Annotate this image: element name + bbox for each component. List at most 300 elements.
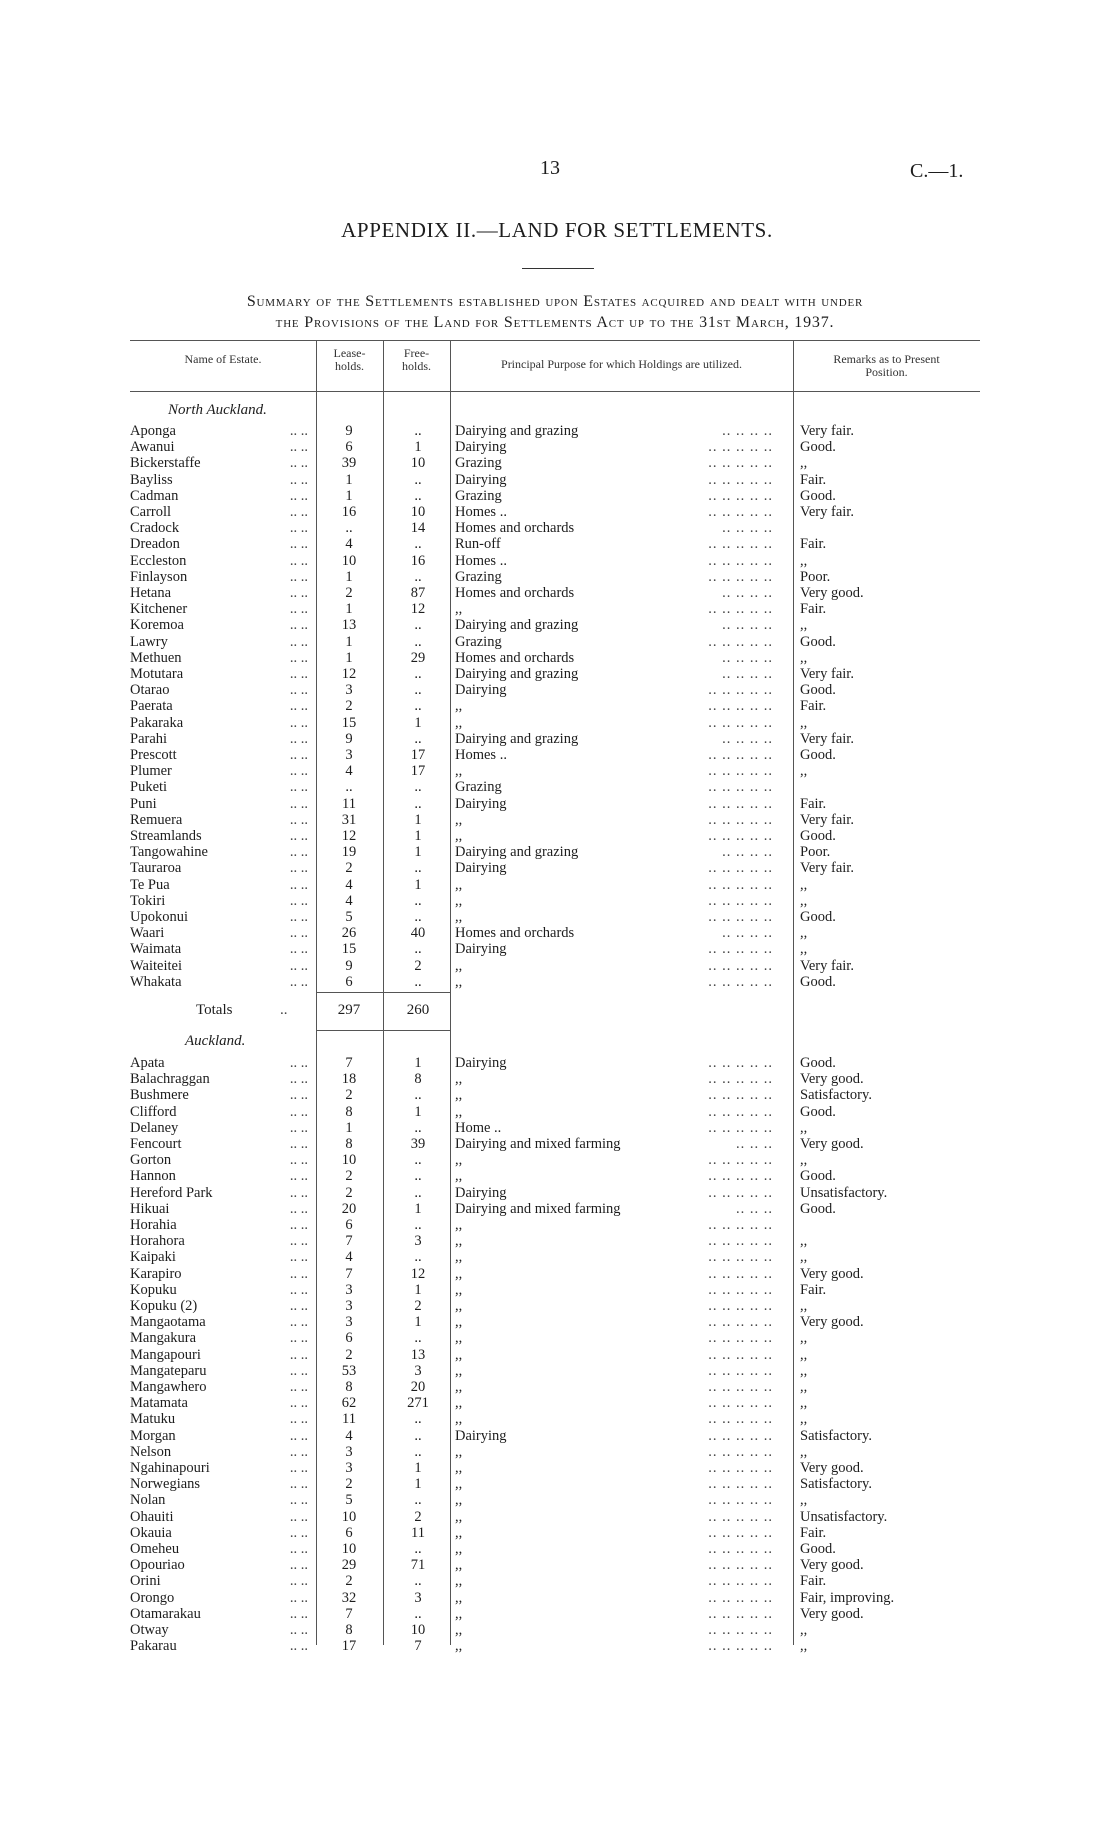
leaseholds-cell: 2 bbox=[345, 585, 353, 601]
estate-name-cell: Methuen bbox=[130, 649, 182, 666]
leaseholds-cell: 6 bbox=[345, 1330, 353, 1347]
purpose-cell: ,, bbox=[455, 1346, 463, 1363]
leader-dots: .. .. bbox=[289, 1524, 308, 1541]
leader-dots: .. .. bbox=[289, 747, 308, 763]
leader-dots: .. .. bbox=[289, 698, 308, 715]
estate-name-cell: Waimata bbox=[130, 941, 182, 958]
leader-dots: .. .. .. .. .. bbox=[708, 714, 773, 731]
freeholds-cell: .. bbox=[414, 1605, 422, 1622]
leader-dots: .. .. .. .. .. bbox=[708, 1330, 773, 1347]
remarks-cell: ,, bbox=[800, 763, 808, 780]
remarks-cell: Very fair. bbox=[800, 423, 854, 439]
freeholds-cell: 29 bbox=[410, 649, 426, 666]
purpose-cell: ,, bbox=[455, 1168, 463, 1185]
leader-dots: .. .. .. .. .. bbox=[708, 876, 773, 893]
freeholds-cell: 10 bbox=[410, 455, 426, 472]
table-row bbox=[0, 1444, 1114, 1460]
estate-name-cell: Waari bbox=[130, 925, 165, 942]
table-row bbox=[0, 1104, 1114, 1120]
estate-name-cell: Hikuai bbox=[130, 1200, 170, 1217]
table-row bbox=[0, 1460, 1114, 1476]
estate-name-cell: Waiteitei bbox=[130, 957, 182, 974]
table-row bbox=[0, 1363, 1114, 1379]
purpose-cell: Homes and orchards bbox=[455, 520, 575, 537]
leader-dots: .. .. bbox=[289, 844, 308, 861]
leader-dots: .. .. bbox=[289, 860, 308, 877]
remarks-cell: ,, bbox=[800, 1638, 808, 1655]
group-heading-north-auckland: North Auckland. bbox=[168, 402, 267, 418]
estate-name-cell: Norwegians bbox=[130, 1476, 201, 1493]
estate-name-cell: Otway bbox=[130, 1622, 169, 1638]
freeholds-cell: .. bbox=[414, 730, 422, 747]
freeholds-cell: 8 bbox=[414, 1071, 422, 1088]
estate-name-cell: Morgan bbox=[130, 1427, 176, 1444]
table-row bbox=[0, 1055, 1114, 1071]
leaseholds-cell: 10 bbox=[341, 1508, 357, 1525]
remarks-cell: Very fair. bbox=[800, 666, 854, 682]
freeholds-cell: .. bbox=[414, 909, 422, 925]
estate-name-cell: Pakarau bbox=[130, 1638, 177, 1655]
purpose-cell: ,, bbox=[455, 1492, 463, 1509]
leader-dots: .. .. bbox=[289, 568, 308, 585]
remarks-cell: ,, bbox=[800, 1411, 808, 1428]
estate-name-cell: Puketi bbox=[130, 779, 168, 796]
table-row bbox=[0, 698, 1114, 714]
leader-dots: .. .. bbox=[289, 1281, 308, 1298]
leader-dots: .. .. .. .. .. bbox=[708, 1346, 773, 1363]
leader-dots: .. .. bbox=[289, 1265, 308, 1282]
freeholds-cell: .. bbox=[414, 698, 422, 715]
leader-dots: .. .. bbox=[289, 1379, 308, 1395]
leader-dots: .. .. .. .. bbox=[722, 585, 773, 601]
leader-dots: .. .. .. .. .. bbox=[708, 811, 773, 828]
leaseholds-cell: 4 bbox=[345, 892, 353, 909]
leaseholds-cell: 2 bbox=[345, 1573, 353, 1590]
freeholds-cell: .. bbox=[414, 568, 422, 585]
leader-dots: .. .. bbox=[289, 925, 308, 942]
table-row bbox=[0, 1201, 1114, 1217]
freeholds-cell: .. bbox=[414, 795, 422, 812]
leader-dots: .. .. bbox=[289, 585, 308, 601]
freeholds-cell: 40 bbox=[410, 925, 426, 942]
purpose-cell: ,, bbox=[455, 1638, 463, 1655]
table-row bbox=[0, 1347, 1114, 1363]
purpose-cell: ,, bbox=[455, 1217, 463, 1233]
remarks-cell: Fair. bbox=[800, 1281, 827, 1298]
remarks-cell: Good. bbox=[800, 747, 836, 763]
leader-dots: .. .. bbox=[289, 795, 308, 812]
remarks-cell: Fair. bbox=[800, 471, 827, 488]
estate-name-cell: Omeheu bbox=[130, 1541, 180, 1557]
column-header-freeholds-line1: Free- bbox=[403, 346, 430, 360]
leaseholds-cell: 1 bbox=[345, 471, 353, 488]
remarks-cell: ,, bbox=[800, 617, 808, 634]
leader-dots: .. .. .. .. .. bbox=[708, 1524, 773, 1541]
table-row bbox=[0, 1395, 1114, 1411]
leader-dots: .. .. .. .. .. bbox=[708, 763, 773, 780]
leader-dots: .. .. bbox=[289, 666, 308, 682]
table-row bbox=[0, 1087, 1114, 1103]
purpose-cell: ,, bbox=[455, 1265, 463, 1282]
leader-dots: .. .. .. .. .. bbox=[708, 439, 773, 456]
leaseholds-cell: 7 bbox=[345, 1233, 353, 1250]
estate-name-cell: Mangateparu bbox=[130, 1362, 207, 1379]
leader-dots: .. .. .. .. .. bbox=[708, 1395, 773, 1412]
leader-dots: .. .. bbox=[289, 1055, 308, 1071]
table-row bbox=[0, 1557, 1114, 1573]
remarks-cell: Unsatisfactory. bbox=[800, 1508, 888, 1525]
leader-dots: .. .. .. .. .. bbox=[708, 1184, 773, 1201]
remarks-cell: Fair. bbox=[800, 1573, 827, 1590]
leader-dots: .. .. .. .. .. bbox=[708, 1460, 773, 1476]
estate-name-cell: Orongo bbox=[130, 1589, 175, 1606]
estate-name-cell: Kopuku bbox=[130, 1281, 177, 1298]
table-row bbox=[0, 536, 1114, 552]
leader-dots: .. .. .. .. .. bbox=[708, 957, 773, 974]
leader-dots: .. .. bbox=[289, 1071, 308, 1088]
purpose-cell: ,, bbox=[455, 698, 463, 715]
leaseholds-cell: 29 bbox=[341, 1557, 357, 1574]
purpose-cell: Homes and orchards bbox=[455, 925, 575, 942]
remarks-cell: Fair, improving. bbox=[800, 1589, 895, 1606]
page-title: APPENDIX II.—LAND FOR SETTLEMENTS. bbox=[341, 218, 773, 242]
table-row bbox=[0, 1509, 1114, 1525]
purpose-cell: ,, bbox=[455, 1298, 463, 1314]
leaseholds-cell: 3 bbox=[345, 1314, 353, 1331]
remarks-cell: Very good. bbox=[800, 1557, 864, 1574]
table-row bbox=[0, 585, 1114, 601]
purpose-cell: Homes and orchards bbox=[455, 649, 575, 666]
freeholds-cell: 2 bbox=[414, 1298, 422, 1314]
leader-dots: .. .. bbox=[289, 1476, 308, 1493]
estate-name-cell: Mangapouri bbox=[130, 1346, 201, 1363]
remarks-cell: ,, bbox=[800, 1379, 808, 1395]
remarks-cell: ,, bbox=[800, 714, 808, 731]
remarks-cell: Very fair. bbox=[800, 860, 854, 877]
leaseholds-cell: 3 bbox=[345, 682, 353, 699]
table-row bbox=[0, 682, 1114, 698]
table-row bbox=[0, 1136, 1114, 1152]
remarks-cell: Fair. bbox=[800, 1524, 827, 1541]
leader-dots: .. .. .. .. .. bbox=[708, 1362, 773, 1379]
estate-name-cell: Carroll bbox=[130, 504, 172, 520]
remarks-cell: Unsatisfactory. bbox=[800, 1184, 888, 1201]
remarks-cell: Very fair. bbox=[800, 504, 854, 520]
leaseholds-cell: 10 bbox=[341, 552, 357, 569]
leader-dots: .. .. bbox=[289, 487, 308, 504]
remarks-cell: Very good. bbox=[800, 1071, 864, 1088]
estate-name-cell: Ngahinapouri bbox=[130, 1460, 210, 1476]
leaseholds-cell: 53 bbox=[341, 1362, 357, 1379]
leaseholds-cell: 11 bbox=[342, 795, 356, 812]
purpose-cell: ,, bbox=[455, 1103, 463, 1120]
purpose-cell: ,, bbox=[455, 828, 463, 844]
leader-dots: .. .. .. .. .. bbox=[708, 1281, 773, 1298]
leader-dots: .. .. bbox=[289, 1200, 308, 1217]
remarks-cell: Good. bbox=[800, 439, 836, 456]
purpose-cell: ,, bbox=[455, 1443, 463, 1460]
table-row bbox=[0, 472, 1114, 488]
leader-dots: .. .. bbox=[289, 1605, 308, 1622]
freeholds-cell: .. bbox=[414, 1217, 422, 1233]
remarks-cell: Very good. bbox=[800, 585, 864, 601]
leader-dots: .. .. bbox=[289, 504, 308, 520]
table-row bbox=[0, 1606, 1114, 1622]
table-row bbox=[0, 731, 1114, 747]
freeholds-cell: 1 bbox=[414, 844, 422, 861]
remarks-cell: Poor. bbox=[800, 568, 831, 585]
freeholds-cell: 3 bbox=[414, 1589, 422, 1606]
table-row bbox=[0, 974, 1114, 990]
leader-dots: .. .. bbox=[289, 1233, 308, 1250]
leader-dots: .. .. .. .. .. bbox=[708, 1427, 773, 1444]
leaseholds-cell: 4 bbox=[345, 1427, 353, 1444]
summary-line-2: the Provisions of the Land for Settlements Act up to the 31st March, 1937. bbox=[275, 314, 835, 331]
remarks-cell: ,, bbox=[800, 552, 808, 569]
purpose-cell: Homes and orchards bbox=[455, 585, 575, 601]
leader-dots: .. .. bbox=[289, 1411, 308, 1428]
table-row bbox=[0, 860, 1114, 876]
leaseholds-cell: 1 bbox=[345, 487, 353, 504]
purpose-cell: ,, bbox=[455, 811, 463, 828]
freeholds-cell: .. bbox=[414, 1427, 422, 1444]
leader-dots: .. .. bbox=[289, 617, 308, 634]
purpose-cell: ,, bbox=[455, 1573, 463, 1590]
freeholds-cell: 1 bbox=[414, 1281, 422, 1298]
purpose-cell: ,, bbox=[455, 763, 463, 780]
remarks-cell: ,, bbox=[800, 1362, 808, 1379]
leaseholds-cell: 39 bbox=[341, 455, 357, 472]
estate-name-cell: Karapiro bbox=[130, 1265, 182, 1282]
leader-dots: .. .. bbox=[289, 1152, 308, 1169]
estate-name-cell: Matuku bbox=[130, 1411, 176, 1428]
table-row bbox=[0, 1476, 1114, 1492]
leader-dots: .. .. bbox=[289, 1184, 308, 1201]
leader-dots: .. .. bbox=[289, 1443, 308, 1460]
remarks-cell: ,, bbox=[800, 1622, 808, 1638]
purpose-cell: ,, bbox=[455, 1087, 463, 1104]
leaseholds-cell: 19 bbox=[341, 844, 357, 861]
document-reference: C.—1. bbox=[910, 160, 964, 182]
freeholds-cell: .. bbox=[414, 860, 422, 877]
purpose-cell: ,, bbox=[455, 876, 463, 893]
freeholds-cell: .. bbox=[414, 1330, 422, 1347]
leader-dots: .. .. bbox=[289, 520, 308, 537]
remarks-cell: Good. bbox=[800, 633, 836, 650]
leaseholds-cell: 12 bbox=[341, 666, 357, 682]
table-row bbox=[0, 796, 1114, 812]
leader-dots: .. .. bbox=[289, 973, 308, 990]
column-header-freeholds bbox=[383, 347, 450, 373]
remarks-cell: ,, bbox=[800, 1395, 808, 1412]
remarks-cell: Very good. bbox=[800, 1265, 864, 1282]
table-row bbox=[0, 1411, 1114, 1427]
purpose-cell: ,, bbox=[455, 1605, 463, 1622]
freeholds-cell: 10 bbox=[410, 504, 426, 520]
purpose-cell: ,, bbox=[455, 714, 463, 731]
estate-name-cell: Aponga bbox=[130, 423, 176, 439]
estate-name-cell: Nelson bbox=[130, 1443, 172, 1460]
leader-dots: .. .. .. .. .. bbox=[708, 1152, 773, 1169]
leader-dots: .. .. bbox=[289, 1573, 308, 1590]
purpose-cell: ,, bbox=[455, 1524, 463, 1541]
leader-dots: .. .. bbox=[289, 1249, 308, 1266]
table-row bbox=[0, 877, 1114, 893]
leader-dots: .. .. bbox=[289, 1346, 308, 1363]
remarks-cell: Good. bbox=[800, 973, 836, 990]
table-row bbox=[0, 1638, 1114, 1654]
leader-dots: .. .. bbox=[289, 423, 308, 439]
leaseholds-cell: 16 bbox=[341, 504, 357, 520]
freeholds-cell: 16 bbox=[410, 552, 426, 569]
leaseholds-cell: 62 bbox=[341, 1395, 357, 1412]
leader-dots: .. .. .. .. .. bbox=[708, 909, 773, 925]
estate-name-cell: Kopuku (2) bbox=[130, 1298, 198, 1314]
leader-dots: .. .. bbox=[289, 1136, 308, 1152]
remarks-cell: ,, bbox=[800, 1249, 808, 1266]
purpose-cell: Grazing bbox=[455, 487, 502, 504]
leader-dots: .. .. .. .. .. bbox=[708, 568, 773, 585]
leader-dots: .. .. .. .. .. bbox=[708, 1217, 773, 1233]
table-row bbox=[0, 715, 1114, 731]
freeholds-cell: .. bbox=[414, 941, 422, 958]
estate-name-cell: Cradock bbox=[130, 520, 180, 537]
purpose-cell: Dairying and grazing bbox=[455, 730, 579, 747]
estate-name-cell: Bayliss bbox=[130, 471, 173, 488]
leader-dots: .. .. .. .. .. bbox=[708, 1492, 773, 1509]
table-row bbox=[0, 666, 1114, 682]
leader-dots: .. .. .. .. .. bbox=[708, 1314, 773, 1331]
purpose-cell: ,, bbox=[455, 1622, 463, 1638]
leader-dots: .. .. bbox=[289, 1589, 308, 1606]
remarks-cell: ,, bbox=[800, 1119, 808, 1136]
leader-dots: .. .. bbox=[289, 1460, 308, 1476]
table-row bbox=[0, 601, 1114, 617]
remarks-cell: Good. bbox=[800, 1200, 836, 1217]
estate-name-cell: Tokiri bbox=[130, 892, 166, 909]
freeholds-cell: 2 bbox=[414, 1508, 422, 1525]
freeholds-cell: .. bbox=[414, 1168, 422, 1185]
leaseholds-cell: 1 bbox=[345, 1119, 353, 1136]
remarks-cell: ,, bbox=[800, 455, 808, 472]
leader-dots: .. .. .. bbox=[736, 1136, 773, 1152]
estate-name-cell: Horahia bbox=[130, 1217, 177, 1233]
leader-dots: .. .. .. .. .. bbox=[708, 1622, 773, 1638]
purpose-cell: Home .. bbox=[455, 1119, 502, 1136]
leader-dots: .. .. .. .. .. bbox=[708, 1411, 773, 1428]
estate-name-cell: Paerata bbox=[130, 698, 173, 715]
remarks-cell: Very good. bbox=[800, 1136, 864, 1152]
estate-name-cell: Eccleston bbox=[130, 552, 187, 569]
leaseholds-cell: 2 bbox=[345, 698, 353, 715]
freeholds-cell: .. bbox=[414, 1541, 422, 1557]
totals-dots: .. bbox=[280, 1002, 288, 1018]
estate-name-cell: Hetana bbox=[130, 585, 172, 601]
leader-dots: .. .. .. .. bbox=[722, 649, 773, 666]
leaseholds-cell: 31 bbox=[341, 811, 357, 828]
leaseholds-cell: 3 bbox=[345, 1460, 353, 1476]
column-header-remarks-line2: Position. bbox=[865, 365, 908, 379]
table-row bbox=[0, 779, 1114, 795]
remarks-cell: Satisfactory. bbox=[800, 1087, 872, 1104]
estate-name-cell: Mangaotama bbox=[130, 1314, 206, 1331]
table-row bbox=[0, 941, 1114, 957]
table-row bbox=[0, 1379, 1114, 1395]
purpose-cell: Grazing bbox=[455, 779, 502, 796]
table-row bbox=[0, 1330, 1114, 1346]
table-row bbox=[0, 747, 1114, 763]
remarks-cell: Fair. bbox=[800, 795, 827, 812]
purpose-cell: Dairying and mixed farming bbox=[455, 1200, 621, 1217]
leader-dots: .. .. .. .. bbox=[722, 520, 773, 537]
freeholds-cell: 1 bbox=[414, 1460, 422, 1476]
remarks-cell: ,, bbox=[800, 1233, 808, 1250]
leader-dots: .. .. bbox=[289, 1638, 308, 1655]
remarks-cell: Very fair. bbox=[800, 957, 854, 974]
freeholds-cell: 2 bbox=[414, 957, 422, 974]
leader-dots: .. .. bbox=[289, 1622, 308, 1638]
totals-leaseholds: 297 bbox=[337, 1002, 361, 1018]
estate-name-cell: Prescott bbox=[130, 747, 177, 763]
leaseholds-cell: 10 bbox=[341, 1152, 357, 1169]
leaseholds-cell: 2 bbox=[345, 1476, 353, 1493]
estate-name-cell: Bickerstaffe bbox=[130, 455, 201, 472]
leaseholds-cell: 3 bbox=[345, 747, 353, 763]
leader-dots: .. .. bbox=[289, 601, 308, 618]
estate-name-cell: Tangowahine bbox=[130, 844, 208, 861]
column-header-freeholds-line2: holds. bbox=[401, 359, 431, 373]
leader-dots: .. .. bbox=[289, 811, 308, 828]
leaseholds-cell: 9 bbox=[345, 957, 353, 974]
leader-dots: .. .. .. .. .. bbox=[708, 1638, 773, 1655]
estate-name-cell: Ohauiti bbox=[130, 1508, 174, 1525]
table-row bbox=[0, 1541, 1114, 1557]
remarks-cell: Fair. bbox=[800, 601, 827, 618]
estate-name-cell: Motutara bbox=[130, 666, 184, 682]
leader-dots: .. .. .. .. bbox=[722, 844, 773, 861]
freeholds-cell: 12 bbox=[410, 1265, 426, 1282]
purpose-cell: Dairying and grazing bbox=[455, 617, 579, 634]
leader-dots: .. .. .. .. .. bbox=[708, 1541, 773, 1557]
leader-dots: .. .. .. .. .. bbox=[708, 1071, 773, 1088]
leaseholds-cell: .. bbox=[345, 520, 353, 537]
purpose-cell: Dairying bbox=[455, 471, 507, 488]
freeholds-cell: 12 bbox=[410, 601, 426, 618]
leaseholds-cell: 6 bbox=[345, 1524, 353, 1541]
estate-name-cell: Bushmere bbox=[130, 1087, 189, 1104]
leader-dots: .. .. .. .. .. bbox=[708, 1476, 773, 1493]
leader-dots: .. .. bbox=[289, 730, 308, 747]
remarks-cell: Fair. bbox=[800, 698, 827, 715]
leader-dots: .. .. bbox=[289, 1103, 308, 1120]
leaseholds-cell: 2 bbox=[345, 860, 353, 877]
remarks-cell: Fair. bbox=[800, 536, 827, 553]
purpose-cell: Dairying bbox=[455, 1055, 507, 1071]
leader-dots: .. .. .. .. .. bbox=[708, 1443, 773, 1460]
estate-name-cell: Awanui bbox=[130, 439, 175, 456]
freeholds-cell: .. bbox=[414, 779, 422, 796]
leader-dots: .. .. .. .. .. bbox=[708, 601, 773, 618]
estate-name-cell: Okauia bbox=[130, 1524, 172, 1541]
leader-dots: .. .. bbox=[289, 714, 308, 731]
purpose-cell: ,, bbox=[455, 1071, 463, 1088]
purpose-cell: Grazing bbox=[455, 568, 502, 585]
estate-name-cell: Gorton bbox=[130, 1152, 172, 1169]
estate-name-cell: Streamlands bbox=[130, 828, 202, 844]
remarks-cell: ,, bbox=[800, 876, 808, 893]
purpose-cell: ,, bbox=[455, 601, 463, 618]
leader-dots: .. .. bbox=[289, 892, 308, 909]
